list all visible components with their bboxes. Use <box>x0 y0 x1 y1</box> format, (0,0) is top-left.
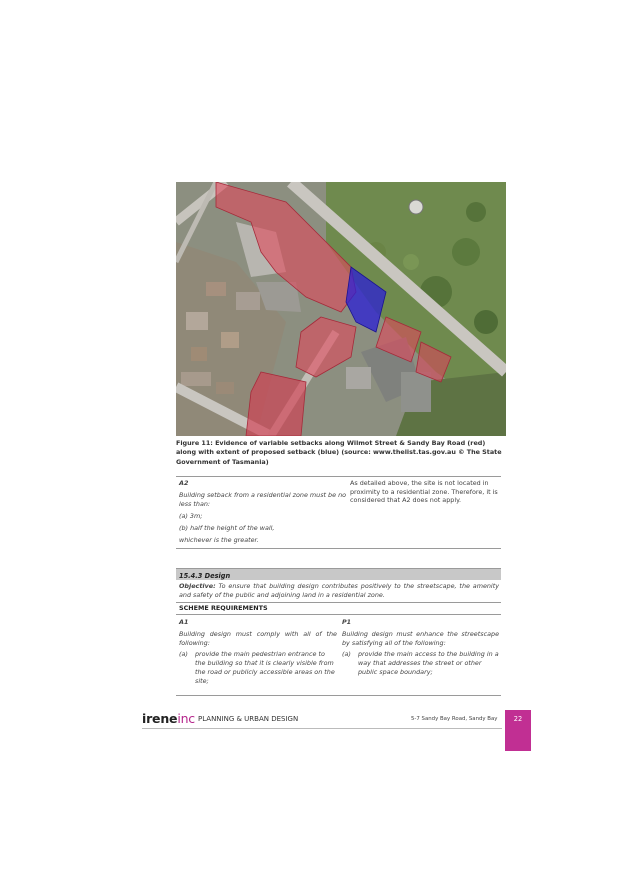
table-divider <box>176 602 501 603</box>
table-divider <box>176 695 501 696</box>
page-number: 22 <box>513 715 523 723</box>
objective-text <box>179 582 499 600</box>
a2-item-b: (b) half the height of the wall, <box>179 523 275 532</box>
p1-label: P1 <box>342 618 352 626</box>
p1-column <box>342 618 499 677</box>
a1-item-number: (a) <box>179 650 188 659</box>
page-number-box <box>505 710 531 751</box>
footer-address: 5-7 Sandy Bay Road, Sandy Bay <box>411 716 498 722</box>
a2-requirement-cell <box>179 479 349 548</box>
scheme-requirements-heading: SCHEME REQUIREMENTS <box>179 604 268 612</box>
a2-response: As detailed above, the site is not located in proximity to a residential zone. Therefore, it is considered that A2 does not apply. <box>350 479 498 505</box>
p1-item-text: provide the main access to the building in a way that addresses the street or other public space boundary; <box>358 650 499 676</box>
irene-inc-logo <box>142 711 195 726</box>
footer-divider <box>142 728 502 729</box>
table-divider <box>176 548 501 549</box>
a1-item-a <box>179 650 337 685</box>
table-divider <box>176 614 501 615</box>
a2-label: A2 <box>179 479 189 487</box>
p1-item-a <box>342 650 499 676</box>
aerial-map-image <box>176 182 506 436</box>
a2-item-a: (a) 3m; <box>179 511 203 520</box>
a1-label: A1 <box>179 618 189 626</box>
table-divider <box>176 476 501 477</box>
a2-response-cell <box>350 479 500 508</box>
objective-body: To ensure that building design contributes positively to the streetscape, the amenity and safety of the public and adjoining land in a residential zone. <box>179 582 499 599</box>
footer-tagline: PLANNING & URBAN DESIGN <box>198 715 299 723</box>
a2-intro: Building setback from a residential zone must be no less than: <box>179 491 347 508</box>
p1-item-number: (a) <box>342 650 351 659</box>
figure-caption: Figure 11: Evidence of variable setbacks along Wilmot Street & Sandy Bay Road (red) along with extent of proposed setback (blue) (source: www.thelist.tas.gov.au © The State Government of Tasmania) <box>176 439 502 466</box>
aerial-map-figure <box>176 182 506 436</box>
a1-column <box>179 618 337 686</box>
a1-intro: Building design must comply with all of the following: <box>179 629 337 647</box>
logo-irene: irene <box>142 711 178 726</box>
objective-label: Objective: <box>179 582 216 590</box>
section-heading: 15.4.3 Design <box>176 568 501 580</box>
p1-intro: Building design must enhance the streetscape by satisfying all of the following: <box>342 629 499 647</box>
a2-closing: whichever is the greater. <box>179 535 259 544</box>
a1-item-text: provide the main pedestrian entrance to the building so that it is clearly visible from the road or publicly accessible areas on the site; <box>195 650 335 685</box>
logo-inc: inc <box>177 711 195 726</box>
